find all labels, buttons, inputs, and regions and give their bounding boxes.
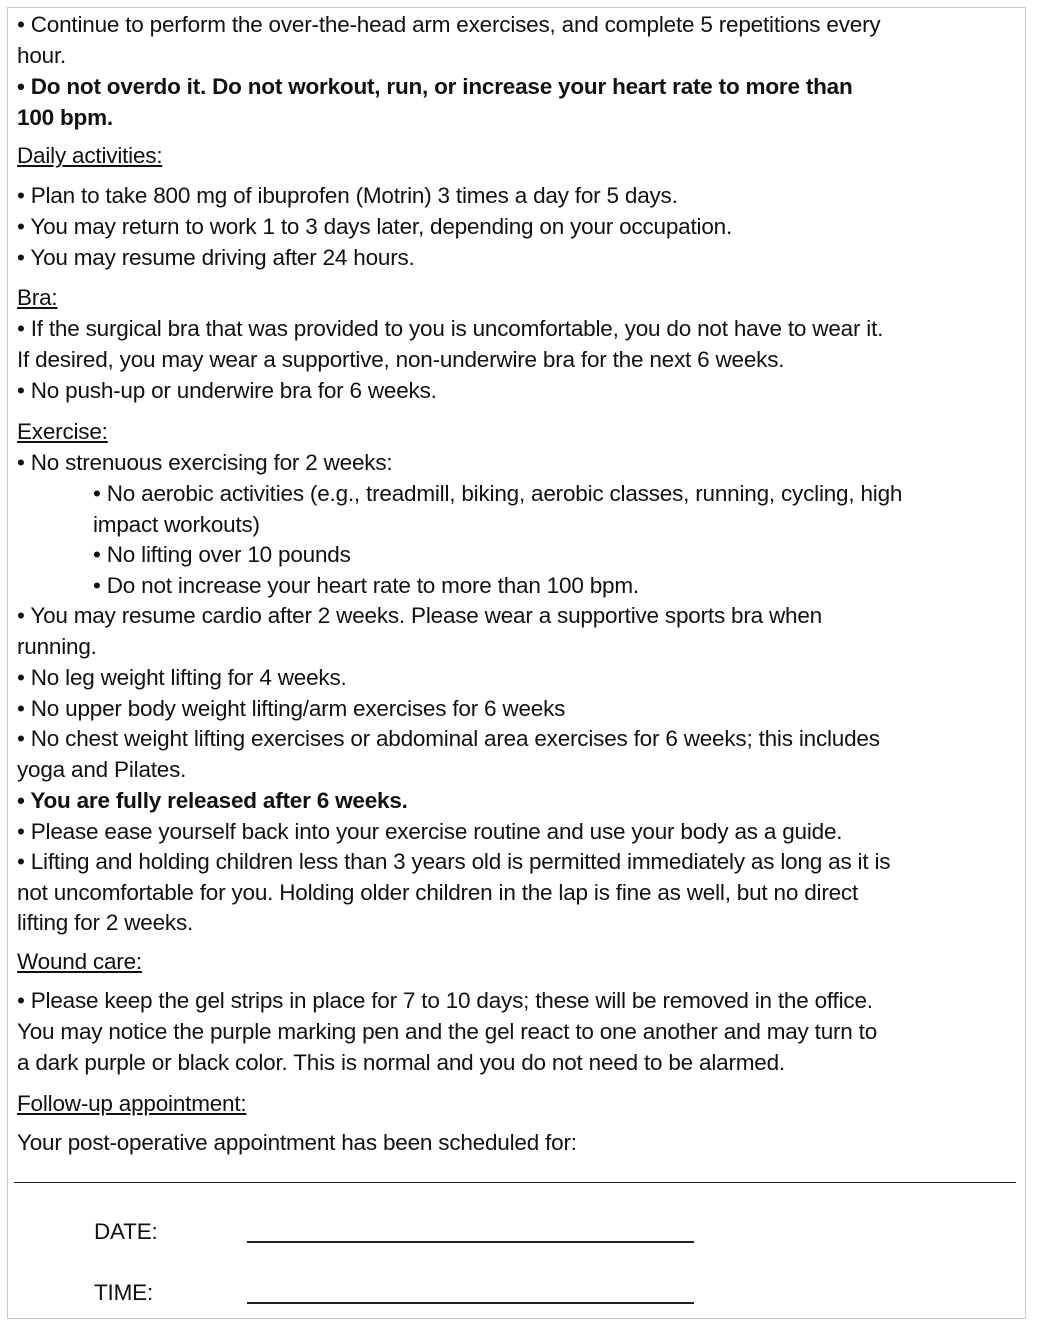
section-heading-daily-activities: Daily activities: bbox=[17, 143, 163, 168]
instruction-line: hour. bbox=[17, 43, 67, 68]
divider bbox=[14, 1182, 1016, 1183]
list-item: • No upper body weight lifting/arm exercises for 6 weeks bbox=[17, 696, 566, 721]
list-item: a dark purple or black color. This is normal and you do not need to be alarmed. bbox=[17, 1050, 785, 1075]
list-item: • Please keep the gel strips in place for 7 to 10 days; these will be removed in the office. bbox=[17, 988, 873, 1013]
time-blank-field[interactable] bbox=[247, 1302, 694, 1304]
list-item: • You may resume cardio after 2 weeks. Please wear a supportive sports bra when bbox=[17, 603, 822, 628]
list-item: • No push-up or underwire bra for 6 weeks. bbox=[17, 378, 437, 403]
instruction-line: • Continue to perform the over-the-head arm exercises, and complete 5 repetitions every bbox=[17, 12, 881, 37]
list-item: If desired, you may wear a supportive, non-underwire bra for the next 6 weeks. bbox=[17, 347, 785, 372]
section-heading-wound-care: Wound care: bbox=[17, 949, 142, 974]
sub-list-item: • No lifting over 10 pounds bbox=[93, 542, 351, 567]
time-label: TIME: bbox=[94, 1280, 153, 1305]
warning-line: 100 bpm. bbox=[17, 105, 113, 130]
list-item: running. bbox=[17, 634, 97, 659]
warning-line: • Do not overdo it. Do not workout, run, or increase your heart rate to more than bbox=[17, 74, 853, 99]
list-item: • Lifting and holding children less than 3 years old is permitted immediately as long as it is bbox=[17, 849, 891, 874]
section-heading-bra: Bra: bbox=[17, 285, 58, 310]
sub-list-item: • Do not increase your heart rate to more than 100 bpm. bbox=[93, 573, 639, 598]
list-item: • You are fully released after 6 weeks. bbox=[17, 788, 408, 813]
section-heading-exercise: Exercise: bbox=[17, 419, 108, 444]
list-item: • Please ease yourself back into your exercise routine and use your body as a guide. bbox=[17, 819, 843, 844]
list-item: • If the surgical bra that was provided to you is uncomfortable, you do not have to wear it. bbox=[17, 316, 884, 341]
list-item: not uncomfortable for you. Holding older children in the lap is fine as well, but no direct bbox=[17, 880, 859, 905]
list-item: lifting for 2 weeks. bbox=[17, 910, 194, 935]
section-heading-follow-up: Follow-up appointment: bbox=[17, 1091, 247, 1116]
sub-list-item: • No aerobic activities (e.g., treadmill, biking, aerobic classes, running, cycling, high bbox=[93, 481, 903, 506]
list-item: • No strenuous exercising for 2 weeks: bbox=[17, 450, 393, 475]
list-item: • No chest weight lifting exercises or abdominal area exercises for 6 weeks; this includes bbox=[17, 726, 880, 751]
date-label: DATE: bbox=[94, 1219, 158, 1244]
list-item: • Plan to take 800 mg of ibuprofen (Motrin) 3 times a day for 5 days. bbox=[17, 183, 678, 208]
list-item: • No leg weight lifting for 4 weeks. bbox=[17, 665, 347, 690]
list-item: You may notice the purple marking pen and the gel react to one another and may turn to bbox=[17, 1019, 878, 1044]
sub-list-item: impact workouts) bbox=[93, 512, 260, 537]
list-item: yoga and Pilates. bbox=[17, 757, 187, 782]
date-blank-field[interactable] bbox=[247, 1241, 694, 1243]
list-item: • You may resume driving after 24 hours. bbox=[17, 245, 415, 270]
list-item: • You may return to work 1 to 3 days later, depending on your occupation. bbox=[17, 214, 732, 239]
appointment-text: Your post-operative appointment has been scheduled for: bbox=[17, 1130, 577, 1155]
